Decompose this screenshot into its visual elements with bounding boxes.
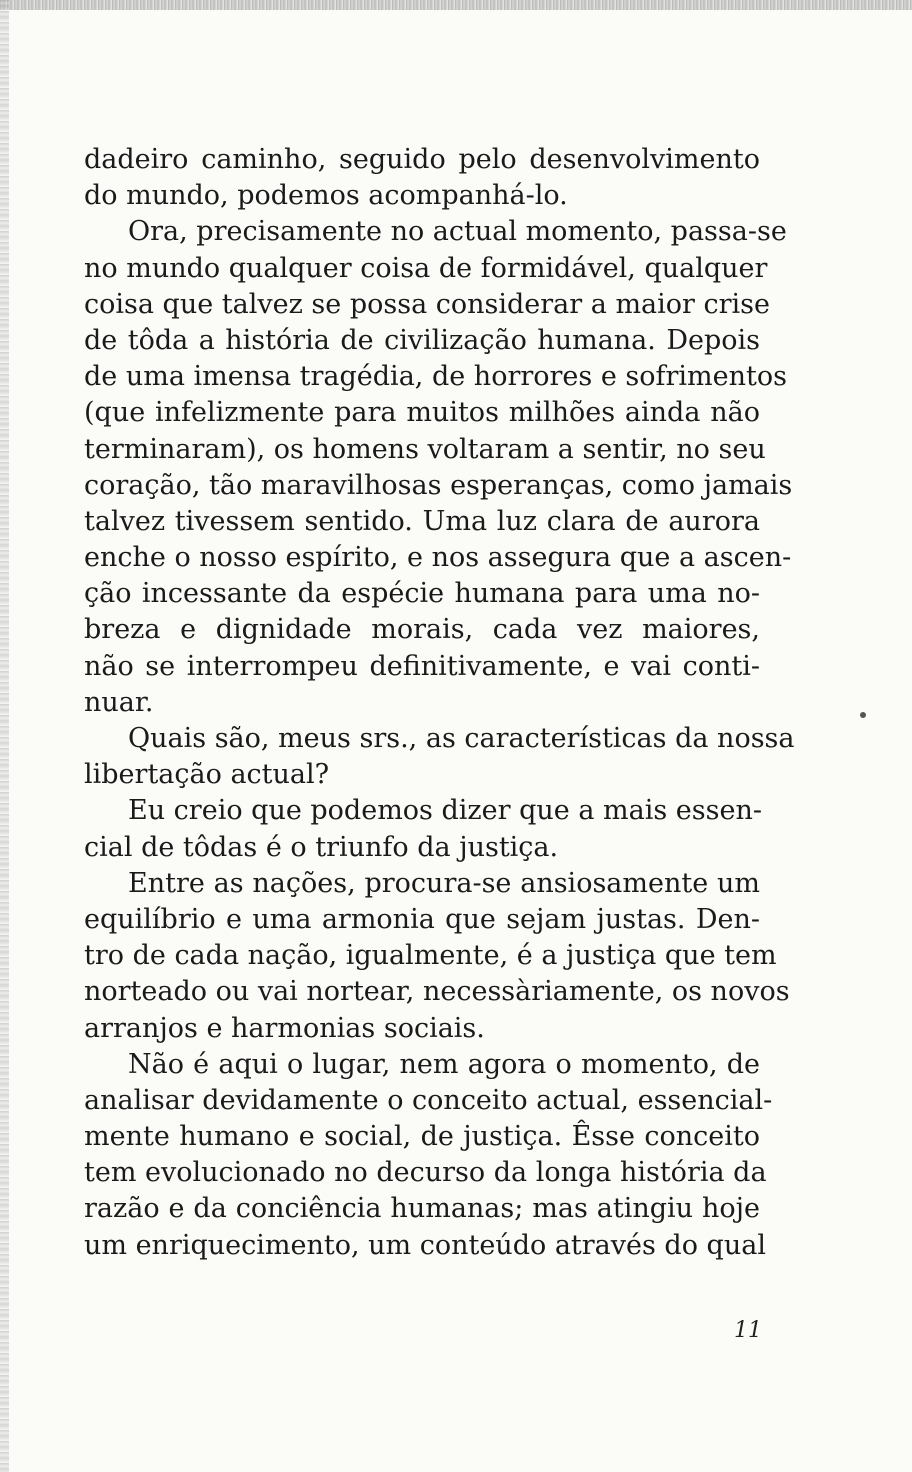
text-line: Entre as nações, procura-se ansiosamente um	[128, 867, 760, 899]
text-line: equilíbrio e uma armonia que sejam justas. Den-	[84, 903, 760, 935]
text-line: libertação actual?	[84, 759, 330, 791]
text-line: ção incessante da espécie humana para uma no-	[84, 578, 760, 610]
text-line: não se interrompeu definitivamente, e vai conti-	[84, 650, 760, 682]
text-line: terminaram), os homens voltaram a sentir, no seu	[84, 433, 766, 465]
text-line: enche o nosso espírito, e nos assegura que a ascen-	[84, 542, 792, 574]
text-line: (que infelizmente para muitos milhões ainda não	[84, 397, 760, 429]
text-line: norteado ou vai nortear, necessàriamente, os novos	[84, 976, 790, 1008]
text-line: breza e dignidade morais, cada vez maiores,	[84, 614, 760, 646]
text-line: Eu creio que podemos dizer que a mais essen-	[128, 795, 762, 827]
text-line: tem evolucionado no decurso da longa história da	[84, 1157, 767, 1189]
text-line: razão e da conciência humanas; mas atingiu hoje	[84, 1193, 760, 1225]
text-line: do mundo, podemos acompanhá-lo.	[84, 180, 568, 212]
text-line: talvez tivessem sentido. Uma luz clara de aurora	[84, 505, 760, 537]
text-line: um enriquecimento, um conteúdo através do qual	[84, 1229, 766, 1261]
body-text	[84, 142, 795, 1264]
text-line: arranjos e harmonias sociais.	[84, 1012, 485, 1044]
text-line: tro de cada nação, igualmente, é a justiça que tem	[84, 940, 777, 972]
text-line: coisa que talvez se possa considerar a maior crise	[84, 288, 771, 320]
text-line: de tôda a história de civilização humana. Depois	[84, 324, 760, 356]
text-line: nuar.	[84, 686, 154, 718]
scan-left-edge	[0, 0, 9, 1472]
text-line: Não é aqui o lugar, nem agora o momento, de	[128, 1048, 760, 1080]
text-line: cial de tôdas é o triunfo da justiça.	[84, 831, 559, 863]
scan-top-edge	[0, 0, 912, 10]
text-line: analisar devidamente o conceito actual, essencial-	[84, 1084, 773, 1116]
text-line: de uma imensa tragédia, de horrores e sofrimentos	[84, 361, 787, 393]
text-line: dadeiro caminho, seguido pelo desenvolvimento	[84, 144, 760, 175]
ink-speck	[860, 712, 866, 718]
text-line: Quais são, meus srs., as características da nossa	[128, 723, 795, 754]
page-number: 11	[734, 1318, 762, 1343]
text-line: Ora, precisamente no actual momento, passa-se	[128, 216, 787, 248]
text-line: coração, tão maravilhosas esperanças, como jamais	[84, 469, 793, 501]
text-line: no mundo qualquer coisa de formidável, qualquer	[84, 252, 768, 284]
text-line: mente humano e social, de justiça. Êsse conceito	[84, 1121, 760, 1153]
